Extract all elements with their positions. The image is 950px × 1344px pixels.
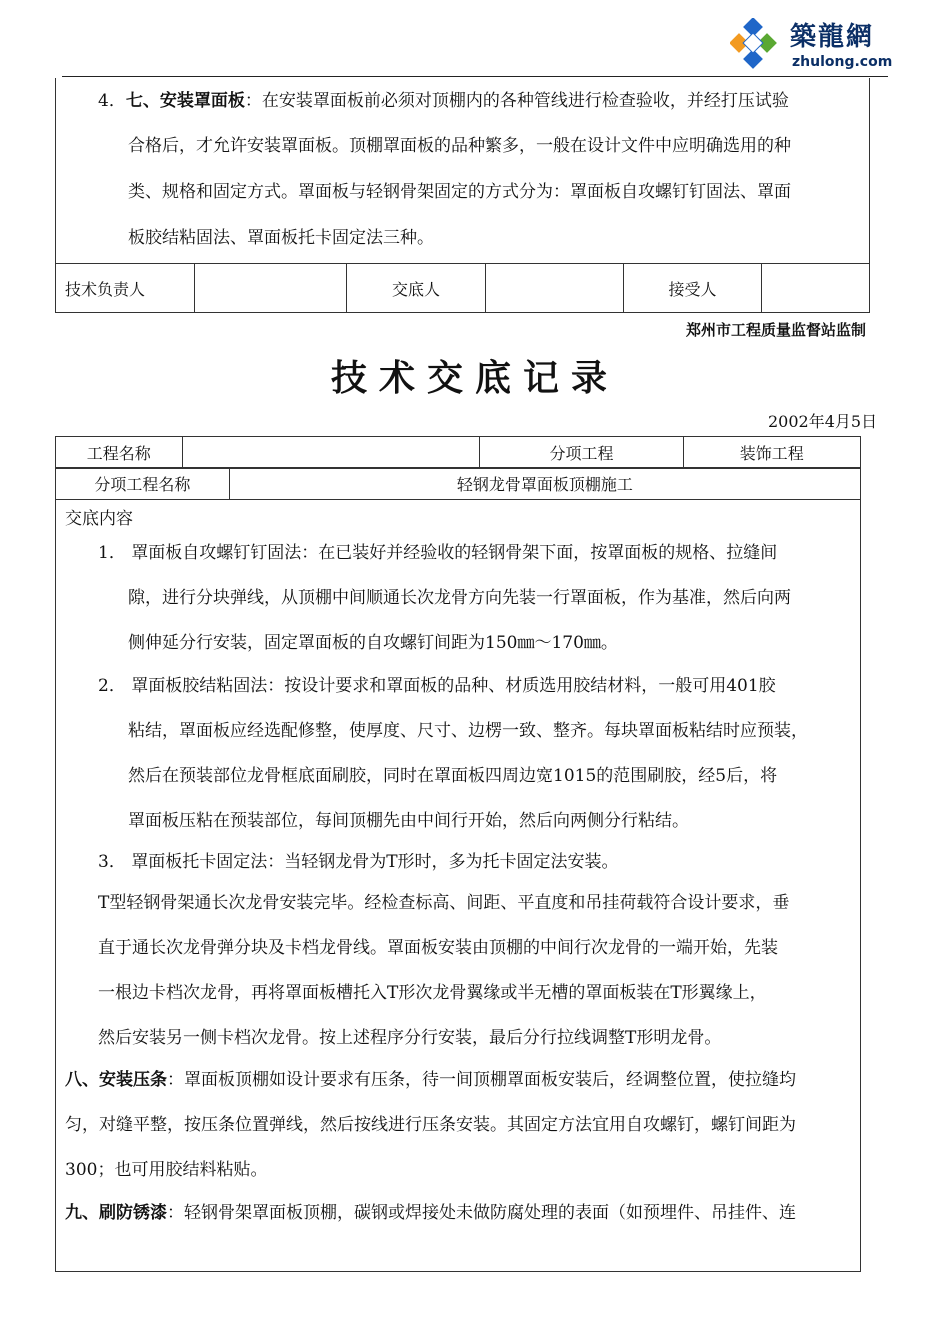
- discloser-label: 交底人: [347, 264, 486, 312]
- header-divider: [62, 76, 888, 77]
- item-1-line-3: 侧伸延分行安装，固定罩面板的自攻螺钉间距为150㎜～170㎜。: [128, 633, 618, 653]
- table-row: [56, 468, 861, 500]
- table-row: [56, 437, 861, 469]
- section-7-line-2: 合格后，才允许安装罩面板。顶棚罩面板的品种繁多，一般在设计文件中应明确选用的种: [128, 136, 791, 156]
- section-9-line-1: [65, 1191, 796, 1236]
- section-8-line-1: [65, 1058, 796, 1103]
- item-2-line-2: 粘结，罩面板应经选配修整，使厚度、尺寸、边楞一致、整齐。每块罩面板粘结时应预装，: [128, 721, 808, 741]
- project-name-label: 工程名称: [56, 437, 183, 469]
- project-info-table: [55, 436, 861, 469]
- receiver-label: 接受人: [624, 264, 762, 312]
- section-7-line-1: [98, 79, 789, 124]
- section-7-line-4: 板胶结粘固法、罩面板托卡固定法三种。: [128, 228, 434, 248]
- sub-project-name-table: [55, 467, 861, 500]
- item-2-line-1: 2． 罩面板胶结粘固法：按设计要求和罩面板的品种、材质选用胶结材料，一般可用401胶: [98, 676, 776, 696]
- item-3-detail-line-1: T型轻钢骨架通长次龙骨安装完毕。经检查标高、间距、平直度和吊挂荷载符合设计要求，垂: [98, 893, 790, 913]
- sub-project-label: 分项工程: [480, 437, 683, 469]
- section-7-number: 4．: [98, 91, 126, 111]
- sub-project-name-label: 分项工程名称: [56, 468, 230, 500]
- section-7-heading: 七、安装罩面板: [125, 91, 245, 111]
- section-8-line-2: 匀，对缝平整，按压条位置弹线，然后按线进行压条安装。其固定方法宜用自攻螺钉，螺钉间距为: [65, 1115, 796, 1135]
- sub-project-value[interactable]: 装饰工程: [683, 437, 860, 469]
- receiver-field[interactable]: [762, 264, 869, 312]
- item-1-line-2: 隙，进行分块弹线，从顶棚中间顺通长次龙骨方向先装一行罩面板，作为基准，然后向两: [128, 588, 791, 608]
- signature-row: [55, 263, 870, 313]
- supervision-note: 郑州市工程质量监督站监制: [686, 321, 867, 339]
- section-8-text-1: ：罩面板顶棚如设计要求有压条，待一间顶棚罩面板安装后，经调整位置，使拉缝均: [167, 1070, 796, 1090]
- item-3-detail-line-2: 直于通长次龙骨弹分块及卡档龙骨线。罩面板安装由顶棚的中间行次龙骨的一端开始，先装: [98, 938, 778, 958]
- section-8-line-3: 300；也可用胶结料粘贴。: [65, 1160, 268, 1180]
- item-1-line-1: 1． 罩面板自攻螺钉钉固法：在已装好并经验收的轻钢骨架下面，按罩面板的规格、拉缝间: [98, 543, 778, 563]
- section-7-text-1: ：在安装罩面板前必须对顶棚内的各种管线进行检查验收，并经打压试验: [244, 91, 789, 111]
- record-date: 2002年4月5日: [768, 412, 878, 431]
- tech-lead-label: 技术负责人: [56, 264, 195, 312]
- page-title: 技术交底记录: [330, 358, 619, 399]
- zhulong-logo-mark-icon: [730, 18, 784, 72]
- zhulong-logo: [730, 14, 893, 74]
- sub-project-name-value[interactable]: 轻钢龙骨罩面板顶棚施工: [229, 468, 860, 500]
- item-3-line: 3． 罩面板托卡固定法：当轻钢龙骨为T形时，多为托卡固定法安装。: [98, 852, 619, 872]
- item-2-line-4: 罩面板压粘在预装部位，每间顶棚先由中间行开始，然后向两侧分行粘结。: [128, 811, 689, 831]
- tech-lead-field[interactable]: [195, 264, 347, 312]
- project-name-value[interactable]: [182, 437, 480, 469]
- discloser-field[interactable]: [486, 264, 624, 312]
- item-2-line-3: 然后在预装部位龙骨框底面刷胶，同时在罩面板四周边宽1015的范围刷胶，经5后，将: [128, 766, 778, 786]
- section-8-heading: 八、安装压条: [65, 1070, 167, 1090]
- logo-name: 築龍網: [790, 22, 875, 52]
- section-9-text-1: ：轻钢骨架罩面板顶棚，碳钢或焊接处未做防腐处理的表面（如预埋件、吊挂件、连: [167, 1203, 796, 1223]
- section-9-heading: 九、刷防锈漆: [65, 1203, 167, 1223]
- logo-domain: zhulong.com: [792, 54, 893, 70]
- item-3-detail-line-4: 然后安装另一侧卡档次龙骨。按上述程序分行安装，最后分行拉线调整T形明龙骨。: [98, 1028, 722, 1048]
- section-7-line-3: 类、规格和固定方式。罩面板与轻钢骨架固定的方式分为：罩面板自攻螺钉钉固法、罩面: [128, 182, 791, 202]
- content-label: 交底内容: [65, 509, 133, 529]
- item-3-detail-line-3: 一根边卡档次龙骨，再将罩面板槽托入T形次龙骨翼缘或半无槽的罩面板装在T形翼缘上，: [98, 983, 767, 1003]
